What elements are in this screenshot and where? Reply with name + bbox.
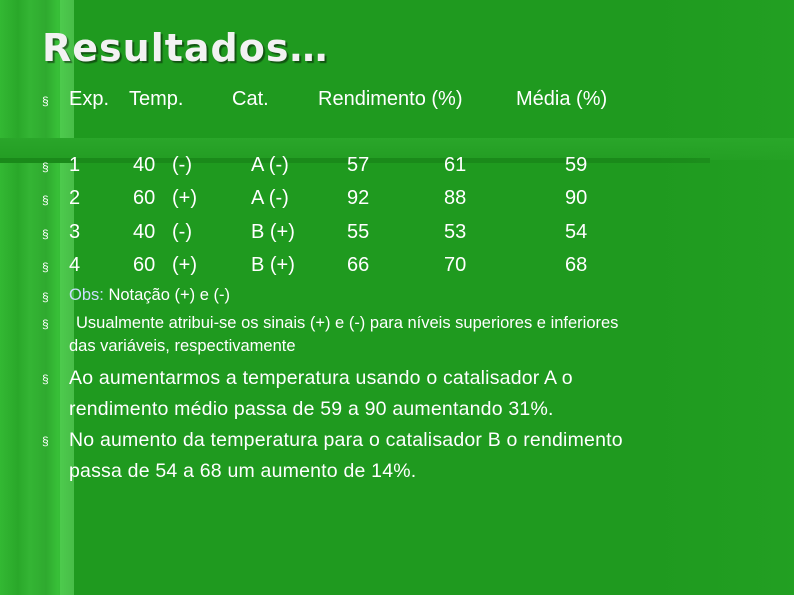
slide-title: Resultados… xyxy=(42,26,329,70)
row-temp: 60 xyxy=(133,187,156,209)
row-temp: 60 xyxy=(133,254,156,276)
row-rendimento-1: 66 xyxy=(347,254,370,276)
row-exp: 1 xyxy=(69,154,81,176)
row-temp: 40 xyxy=(133,221,156,243)
header-cat: Cat. xyxy=(232,88,269,110)
header-exp: Exp. xyxy=(69,88,110,110)
right-fade-decoration xyxy=(654,0,794,595)
row-cat: B (+) xyxy=(251,254,295,276)
row-rendimento-1: 55 xyxy=(347,221,370,243)
obs-note xyxy=(69,286,230,305)
row-temp: 40 xyxy=(133,154,156,176)
bullet-icon: § xyxy=(42,290,49,304)
row-temp-sign: (+) xyxy=(172,254,197,276)
header-rendimento: Rendimento (%) xyxy=(318,88,463,110)
conclusion-line: passa de 54 a 68 um aumento de 14%. xyxy=(69,460,417,482)
bullet-icon: § xyxy=(42,434,49,448)
header-media: Média (%) xyxy=(516,88,608,110)
row-media: 90 xyxy=(565,187,588,209)
bullet-icon: § xyxy=(42,227,49,241)
conclusion-paragraph xyxy=(69,363,769,425)
row-media: 54 xyxy=(565,221,588,243)
bullet-icon: § xyxy=(42,160,49,174)
conclusion-line: Ao aumentarmos a temperatura usando o catalisador A o xyxy=(69,367,573,389)
row-exp: 4 xyxy=(69,254,81,276)
bullet-icon: § xyxy=(42,317,49,331)
usual-note-line1: Usualmente atribui-se os sinais (+) e (-) para níveis superiores e inferiores xyxy=(76,314,619,332)
row-temp-sign: (-) xyxy=(172,221,192,243)
row-cat: A (-) xyxy=(251,187,289,209)
header-temp: Temp. xyxy=(129,88,184,110)
row-rendimento-1: 57 xyxy=(347,154,370,176)
usual-note-line2: das variáveis, respectivamente xyxy=(69,337,296,355)
conclusion-line: rendimento médio passa de 59 a 90 aumentando 31%. xyxy=(69,398,554,420)
row-exp: 3 xyxy=(69,221,81,243)
bullet-icon: § xyxy=(42,260,49,274)
bullet-icon: § xyxy=(42,372,49,386)
obs-label: Obs: xyxy=(69,286,104,304)
row-rendimento-2: 61 xyxy=(444,154,467,176)
row-temp-sign: (-) xyxy=(172,154,192,176)
row-media: 59 xyxy=(565,154,588,176)
bullet-icon: § xyxy=(42,94,49,108)
conclusion-line: No aumento da temperatura para o catalisador B o rendimento xyxy=(69,429,623,451)
row-cat: B (+) xyxy=(251,221,295,243)
row-exp: 2 xyxy=(69,187,81,209)
row-rendimento-2: 53 xyxy=(444,221,467,243)
row-cat: A (-) xyxy=(251,154,289,176)
row-temp-sign: (+) xyxy=(172,187,197,209)
row-rendimento-1: 92 xyxy=(347,187,370,209)
obs-text: Notação (+) e (-) xyxy=(108,286,230,304)
bullet-icon: § xyxy=(42,193,49,207)
row-media: 68 xyxy=(565,254,588,276)
row-rendimento-2: 70 xyxy=(444,254,467,276)
left-stripe-decoration xyxy=(0,0,74,595)
conclusion-paragraph xyxy=(69,425,769,487)
row-rendimento-2: 88 xyxy=(444,187,467,209)
